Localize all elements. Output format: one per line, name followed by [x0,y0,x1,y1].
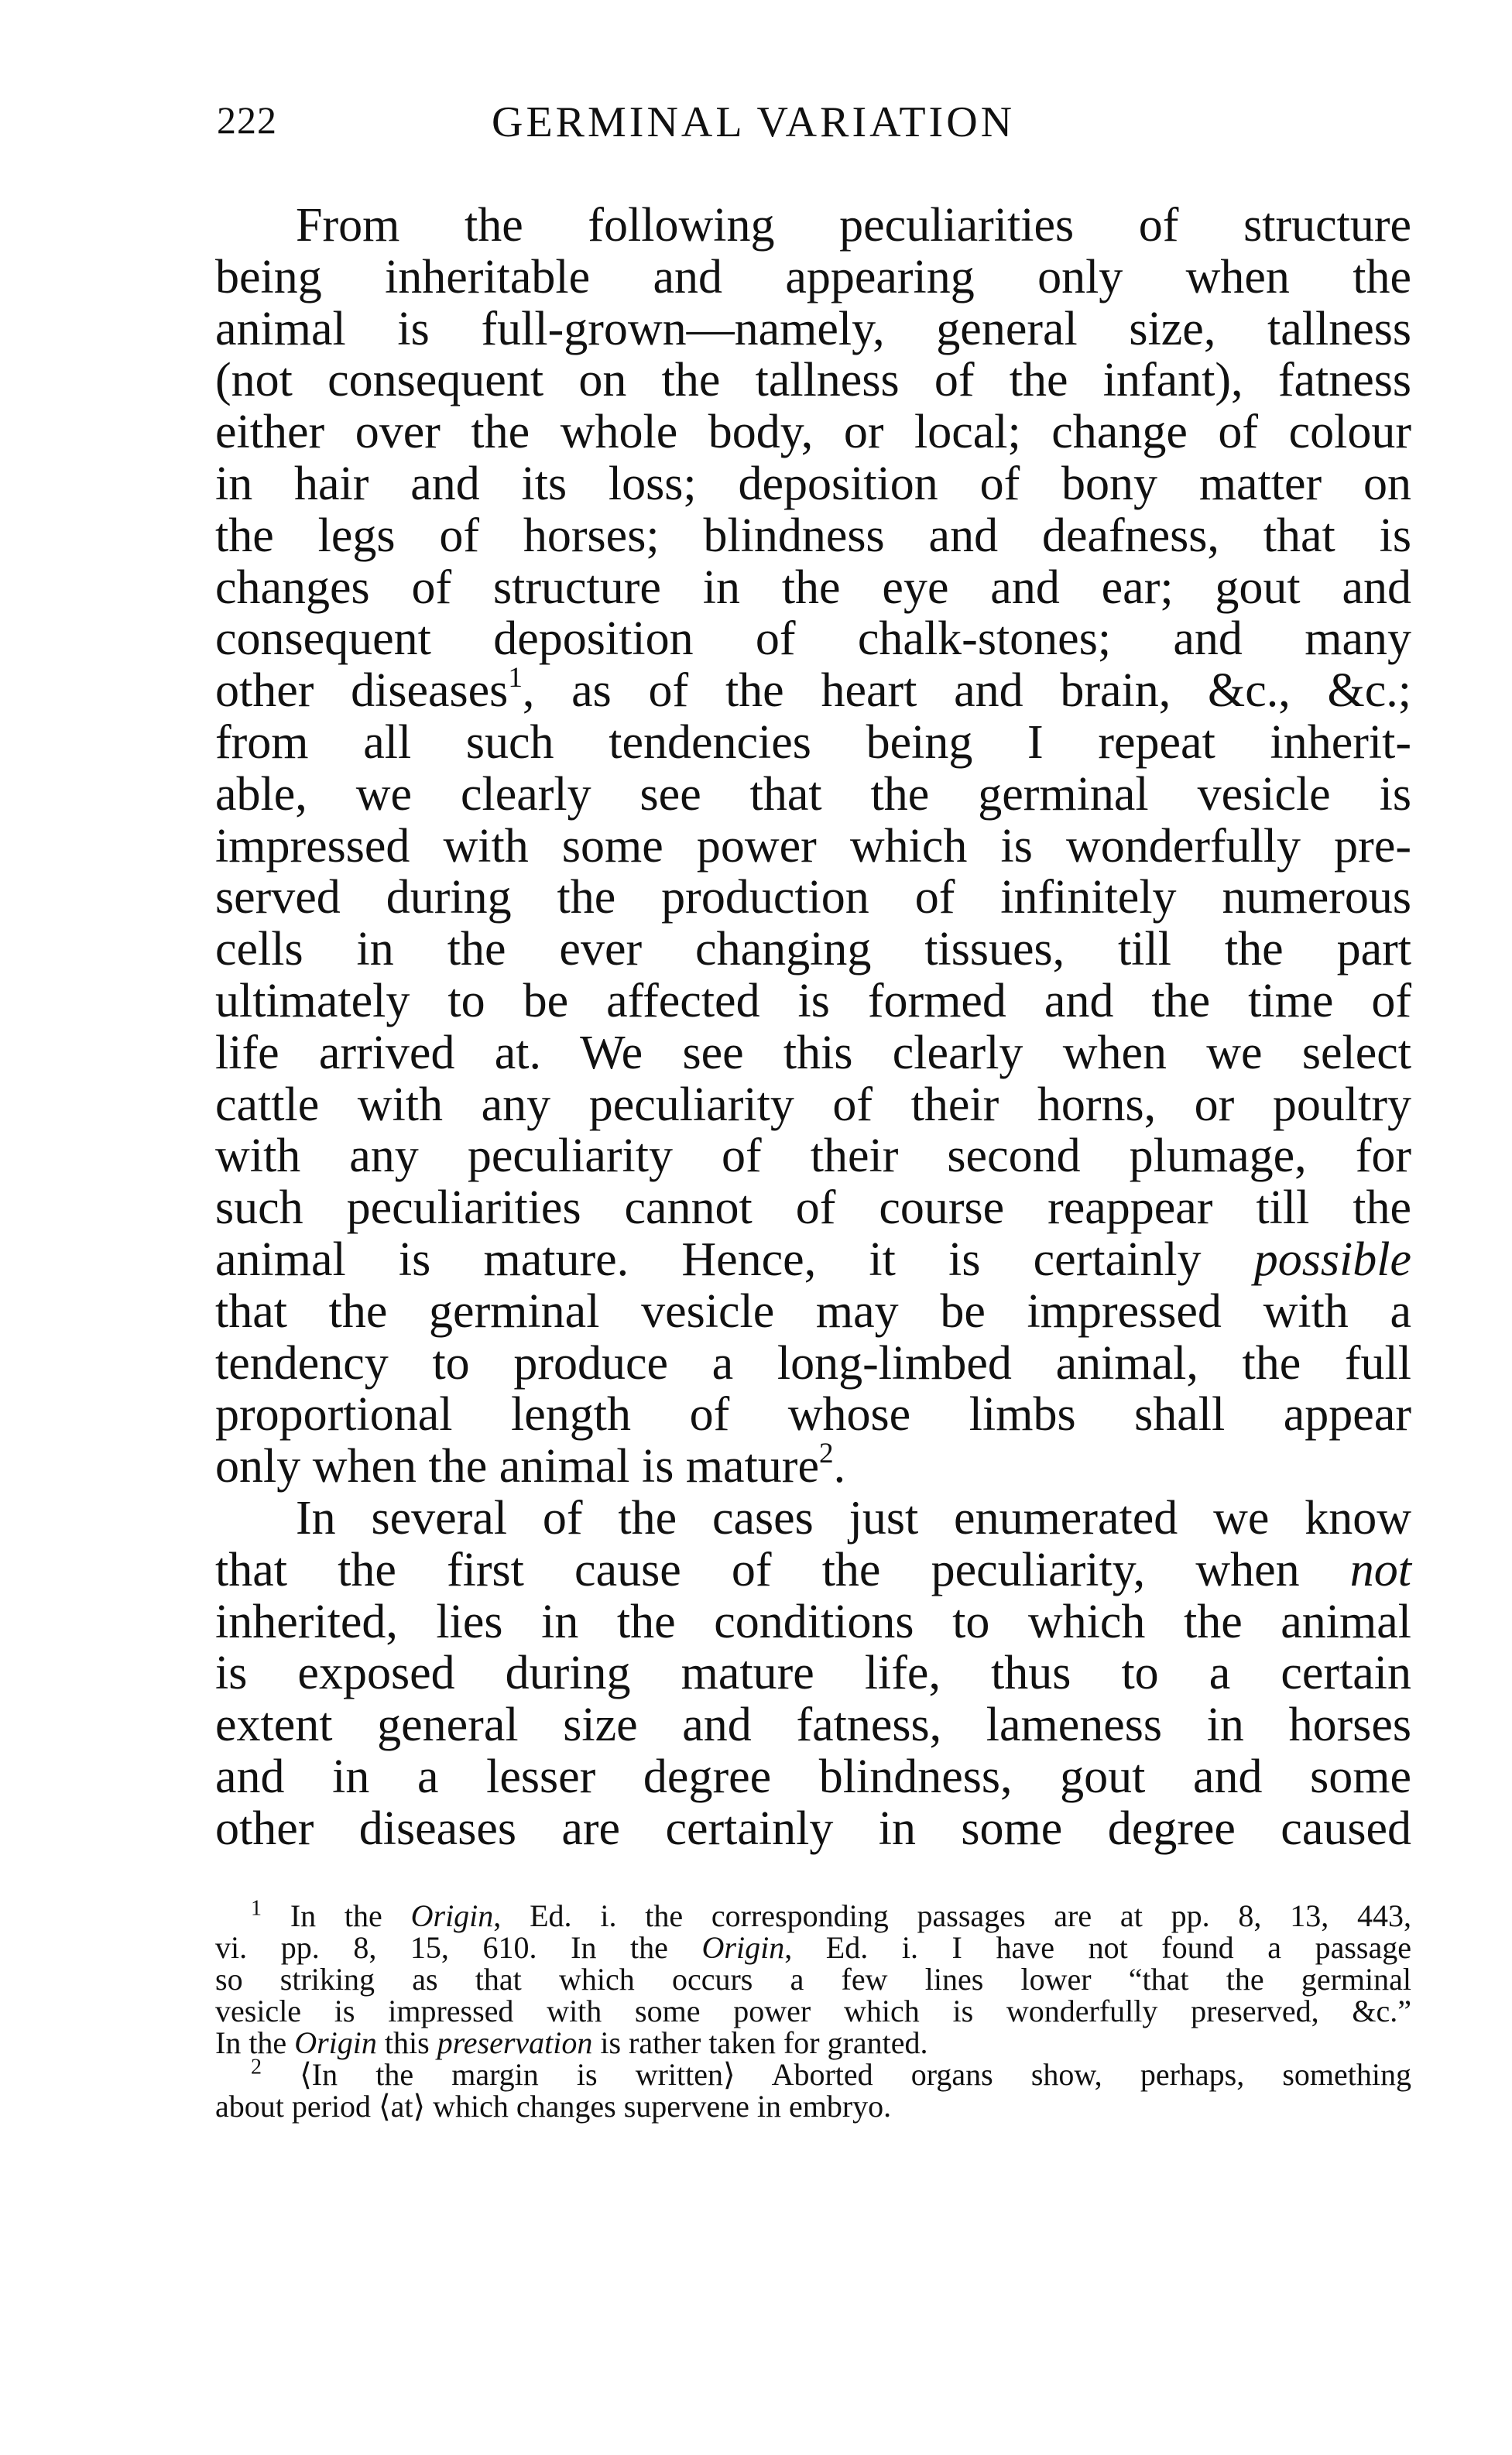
text-line [215,661,1411,718]
emphasis-text: not [1349,1543,1411,1596]
text-fragment: that the first cause of the peculiarity, when [215,1543,1350,1596]
text-line: extent general size and fatness, lameness in horses [215,1699,1411,1752]
text-line: either over the whole body, or local; change of colour [215,406,1411,459]
emphasis-text: Origin [294,2025,377,2060]
footnote-1 [215,1896,1412,2060]
text-fragment: this [376,2025,437,2060]
text-line: that the germinal vesicle may be impressed with a [215,1284,1411,1338]
text-line [215,1545,1411,1596]
emphasis-text: possible [1253,1233,1411,1286]
text-line: able, we clearly see that the germinal vesicle is [215,767,1411,821]
footnote-line [215,2027,1411,2059]
text-line: From the following peculiarities of structure [296,199,1411,252]
footnote-ref-1: 1 [508,661,523,694]
footnote-line: so striking as that which occurs a few lines lower “that the germinal [215,1962,1411,1997]
footnote-line: about period ⟨at⟩ which changes supervene in embryo. [215,2089,892,2124]
text-fragment: , Ed. i. I have not found a passage [784,1930,1411,1965]
footnote-ref-2: 2 [818,1437,834,1469]
text-line: In several of the cases just enumerated we know [296,1491,1411,1545]
text-fragment: other diseases [215,664,509,718]
running-head [217,98,1409,159]
footnote-line [215,1932,1411,1963]
text-line: from all such tendencies being I repeat inherit- [215,715,1411,769]
footnote-marker: 2 [251,2055,262,2080]
text-fragment: vi. pp. 8, 15, 610. In the [215,1930,702,1965]
text-line: tendency to produce a long-limbed animal, the full [215,1336,1411,1390]
footnotes [215,1896,1412,2124]
text-fragment: , as of the heart and brain, &c., &c.; [522,664,1411,718]
footnote-line [215,2055,1412,2092]
text-fragment: ⟨In the margin is written⟩ Aborted organs show, perhaps, something [300,2057,1412,2092]
emphasis-text: preservation [437,2025,593,2060]
text-fragment: . [833,1440,846,1493]
text-line: changes of structure in the eye and ear; gout and [215,561,1411,614]
text-fragment: , Ed. i. the corresponding passages are at pp. 8, 13, 443, [493,1898,1412,1933]
text-line: being inheritable and appearing only when the [215,250,1411,303]
text-line [215,1437,1411,1493]
text-line: impressed with some power which is wonderfully pre- [215,819,1411,873]
text-line: the legs of horses; blindness and deafness, that is [215,509,1411,562]
text-line [215,1234,1411,1286]
footnote-marker: 1 [251,1896,262,1921]
paragraph-2 [215,1493,1411,1855]
text-line: (not consequent on the tallness of the infant), fatness [215,354,1411,407]
text-line: and in a lesser degree blindness, gout and some [215,1750,1411,1803]
emphasis-text: Origin [410,1898,494,1933]
paragraph-1 [215,200,1411,1493]
page-number: 222 [217,98,277,142]
text-fragment: animal is mature. Hence, it is certainly [215,1233,1254,1286]
text-line: is exposed during mature life, thus to a certain [215,1647,1411,1700]
text-line: served during the production of infinitely numerous [215,871,1411,924]
text-line: cells in the ever changing tissues, till the part [215,923,1411,976]
text-line: ultimately to be affected is formed and the time of [215,974,1411,1027]
text-fragment: In the [290,1898,411,1933]
body-text [215,200,1411,1855]
text-line: other diseases are certainly in some degree caused [215,1802,1411,1855]
text-line: proportional length of whose limbs shall appear [215,1388,1411,1442]
text-line: animal is full-grown—namely, general size, tallness [215,302,1411,355]
text-line: life arrived at. We see this clearly when we select [215,1026,1411,1079]
text-line: inherited, lies in the conditions to which the animal [215,1595,1411,1648]
text-line: consequent deposition of chalk-stones; and many [215,612,1411,666]
footnote-line: vesicle is impressed with some power which is wonderfully preserved, &c.” [215,1994,1411,2028]
text-line: with any peculiarity of their second plumage, for [215,1130,1411,1183]
footnote-2 [215,2055,1412,2124]
text-line: cattle with any peculiarity of their horns, or poultry [215,1078,1411,1131]
text-fragment: only when the animal is mature [215,1440,819,1493]
text-line: such peculiarities cannot of course reappear till the [215,1181,1411,1235]
emphasis-text: Origin [701,1930,785,1965]
text-line: in hair and its loss; deposition of bony matter on [215,457,1411,510]
chapter-title: GERMINAL VARIATION [492,98,1016,146]
footnote-line [215,1896,1412,1933]
text-fragment: In the [215,2025,295,2060]
text-fragment: is rather taken for granted. [592,2025,928,2060]
